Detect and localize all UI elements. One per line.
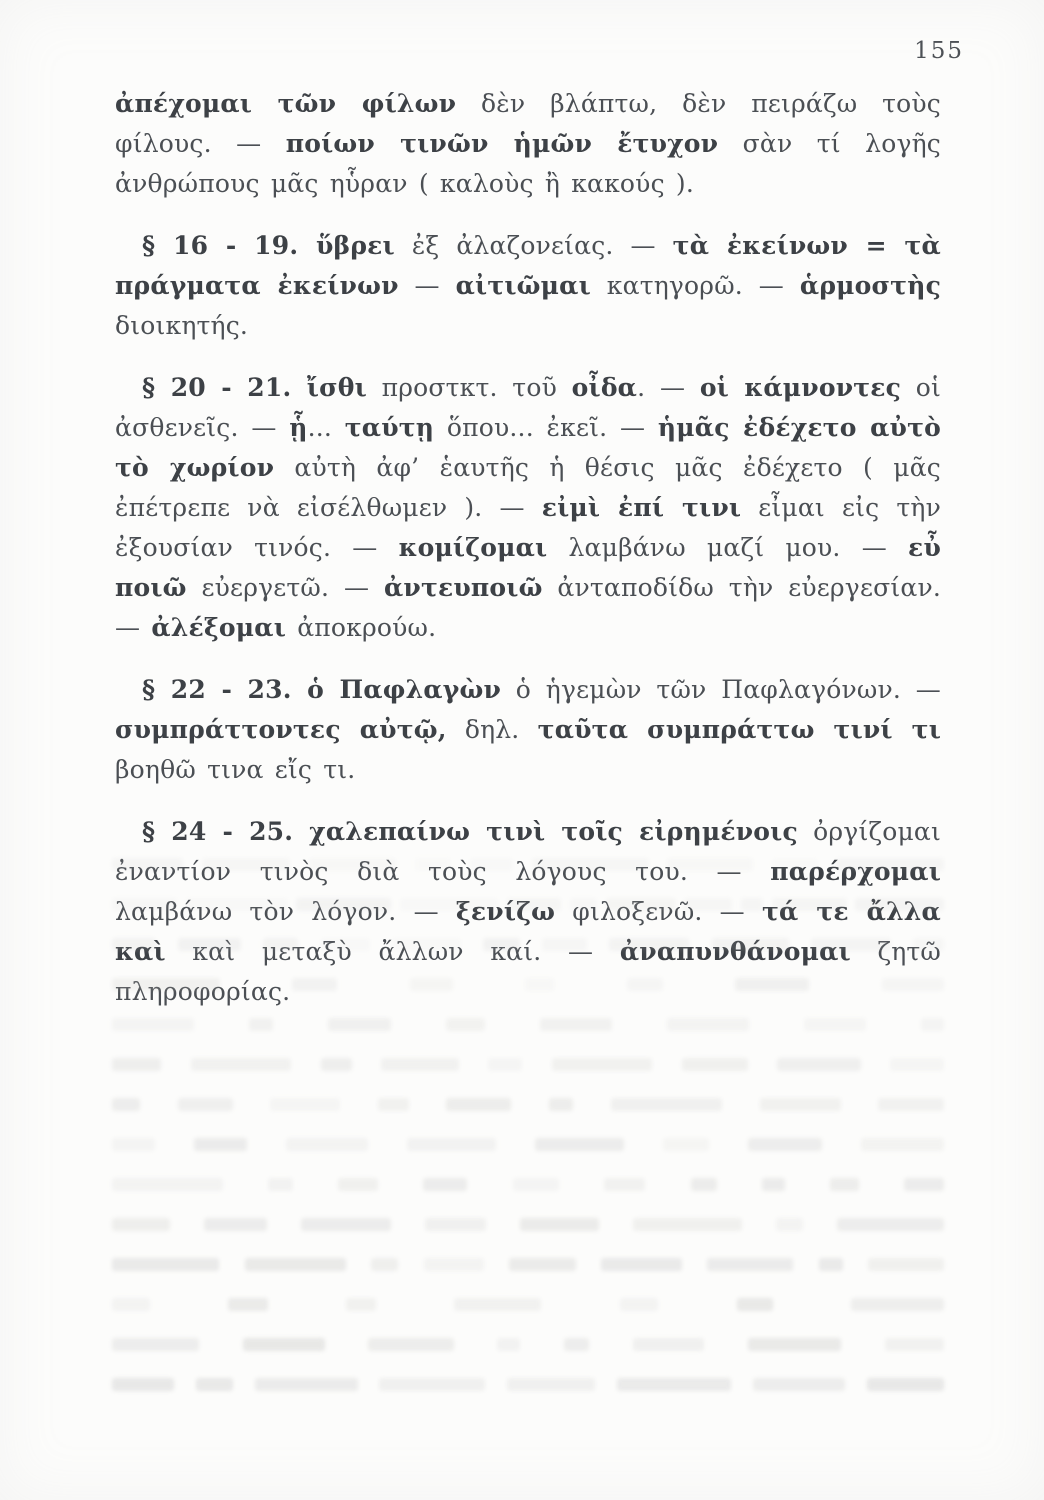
ghost-word — [890, 1058, 944, 1071]
gloss-text: ἀποκρούω. — [286, 613, 437, 642]
ghost-word — [830, 1178, 859, 1191]
gloss-text: διοικητής. — [115, 311, 249, 340]
ghost-word — [424, 1258, 484, 1271]
ghost-word — [885, 1338, 944, 1351]
ghost-word — [507, 1378, 595, 1391]
ghost-word — [112, 1178, 223, 1191]
ghost-line — [112, 1098, 944, 1113]
lemma-text: ἀπέχομαι τῶν φίλων — [115, 89, 457, 118]
ghost-word — [112, 1018, 194, 1031]
lemma-text: § 24 - 25. χαλεπαίνω τινὶ τοῖς εἰρημένοις — [142, 817, 798, 846]
gloss-text: δηλ. — [446, 715, 538, 744]
ghost-word — [611, 1098, 722, 1111]
text-content — [115, 84, 941, 1012]
ghost-word — [620, 1298, 659, 1311]
ghost-word — [682, 1058, 748, 1071]
gloss-text: . — — [637, 373, 700, 402]
lemma-text: αἰτιῶμαι — [455, 271, 591, 300]
ghost-word — [112, 1338, 199, 1351]
ghost-word — [878, 1098, 944, 1111]
ghost-word — [667, 1018, 749, 1031]
section-20-21 — [115, 368, 941, 648]
lemma-text: κομίζομαι — [398, 533, 548, 562]
gloss-text: ἀνταποδίδω τὴν εὐεργεσίαν. — — [115, 573, 941, 642]
lemma-text: οἱ κάμνοντες — [699, 373, 902, 402]
ghost-word — [270, 1098, 340, 1111]
lemma-text: τὰ ἐκείνων = τὰ πράγματα ἐκείνων — [115, 231, 942, 300]
ghost-line — [112, 1338, 944, 1353]
ghost-line — [112, 1178, 944, 1193]
ghost-word — [617, 1378, 731, 1391]
gloss-text: φιλοξενῶ. — — [555, 897, 762, 926]
ghost-line — [112, 1258, 944, 1273]
gloss-text: δὲν βλάπτω, δὲν πειράζω τοὺς φίλους. — — [115, 89, 941, 158]
lemma-text: εὖ ποιῶ — [115, 533, 941, 602]
ghost-word — [748, 1138, 822, 1151]
lemma-text: ταύτῃ — [344, 413, 435, 442]
ghost-word — [112, 1138, 155, 1151]
ghost-word — [861, 1138, 944, 1151]
ghost-word — [633, 1218, 742, 1231]
lemma-text: ξενίζω — [455, 897, 556, 926]
ghost-word — [663, 1138, 709, 1151]
ghost-word — [904, 1178, 944, 1191]
ghost-word — [245, 1258, 346, 1271]
ghost-word — [112, 1258, 219, 1271]
ghost-word — [520, 1218, 599, 1231]
ghost-word — [228, 1298, 268, 1311]
ghost-word — [286, 1138, 368, 1151]
ghost-word — [819, 1258, 843, 1271]
gloss-text: ἐξ ἀλαζονείας. — — [394, 231, 673, 260]
ghost-line — [112, 1298, 944, 1313]
ghost-word — [423, 1178, 468, 1191]
lemma-text: ἀλέξομαι — [151, 613, 287, 642]
section-22-23 — [115, 670, 941, 790]
lemma-text: οἶδα — [571, 373, 638, 402]
lemma-text: § 16 - 19. ὕβρει — [142, 231, 395, 260]
ghost-line — [112, 1378, 944, 1393]
ghost-word — [633, 1338, 704, 1351]
ghost-word — [112, 1098, 140, 1111]
lemma-text: § 22 - 23. ὁ Παφλαγὼν — [142, 675, 502, 704]
lemma-text: § 20 - 21. ἴσθι — [142, 373, 367, 402]
gloss-text: εἶμαι εἰς τὴν ἐξουσίαν τινός. — — [115, 493, 941, 562]
ghost-word — [204, 1218, 267, 1231]
ghost-word — [378, 1098, 409, 1111]
ghost-word — [707, 1258, 793, 1271]
ghost-word — [921, 1018, 944, 1031]
gloss-text: αὐτὴ ἀφ’ ἑαυτῆς ἡ θέσις μᾶς ἐδέχετο ( μᾶς ἐπέτρεπε νὰ εἰσέλθωμεν ). — — [115, 453, 941, 522]
paragraph-continuation — [115, 84, 941, 204]
ghost-word — [748, 1338, 841, 1351]
ghost-word — [446, 1098, 511, 1111]
lemma-text: ταῦτα συμπράττω τινί τι — [537, 715, 941, 744]
gloss-text: εὐεργετῶ. — — [186, 573, 384, 602]
ghost-word — [446, 1018, 484, 1031]
ghost-word — [321, 1058, 352, 1071]
gloss-text: ζητῶ πληροφορίας. — [115, 937, 941, 1006]
ghost-word — [112, 1218, 170, 1231]
ghost-word — [691, 1178, 717, 1191]
ghost-word — [196, 1378, 233, 1391]
gloss-text: λαμβάνω μαζί μου. — — [547, 533, 909, 562]
page-number: 155 — [914, 38, 964, 64]
ghost-word — [379, 1378, 485, 1391]
ghost-word — [509, 1258, 576, 1271]
ghost-word — [191, 1058, 291, 1071]
lemma-text: παρέρχομαι — [770, 857, 941, 886]
lemma-text: ἁρμοστὴς — [799, 271, 941, 300]
ghost-word — [425, 1218, 486, 1231]
ghost-word — [346, 1298, 375, 1311]
ghost-word — [564, 1338, 589, 1351]
ghost-line — [112, 1058, 944, 1073]
ghost-word — [407, 1138, 496, 1151]
ghost-word — [243, 1338, 324, 1351]
gloss-text: βοηθῶ τινα εἴς τι. — [115, 755, 356, 784]
ghost-word — [381, 1058, 459, 1071]
ghost-word — [540, 1018, 612, 1031]
ghost-word — [867, 1378, 944, 1391]
lemma-text: ᾗ — [289, 413, 308, 442]
lemma-text: τά τε ἄλλα καὶ — [115, 897, 941, 966]
ghost-word — [762, 1178, 785, 1191]
ghost-word — [112, 1058, 161, 1071]
ghost-word — [552, 1058, 653, 1071]
gloss-text: ὅπου... ἐκεῖ. — — [434, 413, 658, 442]
ghost-word — [760, 1098, 841, 1111]
gloss-text: ... — [307, 413, 345, 442]
gloss-text: οἱ ἀσθενεῖς. — — [115, 373, 942, 442]
ghost-word — [268, 1178, 293, 1191]
lemma-text: συμπράττοντες αὐτῷ, — [115, 715, 447, 744]
gloss-text: ὁ ἡγεμὼν τῶν Παφλαγόνων. — — [501, 675, 941, 704]
ghost-word — [454, 1298, 541, 1311]
ghost-word — [604, 1178, 645, 1191]
ghost-word — [535, 1138, 624, 1151]
section-24-25 — [115, 812, 941, 1012]
ghost-word — [328, 1018, 391, 1031]
ghost-line — [112, 1218, 944, 1233]
ghost-word — [837, 1218, 944, 1231]
ghost-word — [255, 1378, 358, 1391]
gloss-text: σὰν τί λογῆς ἀνθρώπους μᾶς ηὗραν ( καλοὺς ἢ κακούς ). — [115, 129, 941, 198]
gloss-text: προστκτ. τοῦ — [366, 373, 572, 402]
ghost-word — [601, 1258, 681, 1271]
ghost-word — [488, 1058, 522, 1071]
ghost-word — [851, 1298, 944, 1311]
ghost-word — [753, 1378, 846, 1391]
ghost-line — [112, 1138, 944, 1153]
ghost-word — [112, 1378, 174, 1391]
ghost-word — [776, 1218, 803, 1231]
lemma-text: ἀναπυνθάνομαι — [619, 937, 851, 966]
ghost-word — [804, 1018, 866, 1031]
ghost-word — [549, 1098, 574, 1111]
ghost-line — [112, 1018, 944, 1033]
gloss-text: ὀργίζομαι ἐναντίον τινὸς διὰ τοὺς λόγους του. — — [115, 817, 941, 886]
gloss-text: καὶ μεταξὺ ἄλλων καί. — — [165, 937, 620, 966]
ghost-word — [368, 1338, 453, 1351]
ghost-word — [249, 1018, 273, 1031]
ghost-word — [112, 1298, 150, 1311]
ghost-word — [513, 1178, 560, 1191]
ghost-word — [301, 1218, 392, 1231]
lemma-text: ἡμᾶς ἐδέχετο αὐτὸ τὸ χωρίον — [115, 413, 941, 482]
gloss-text: — — [398, 271, 456, 300]
section-16-19 — [115, 226, 941, 346]
lemma-text: ποίων τινῶν ἡμῶν ἔτυχον — [285, 129, 719, 158]
ghost-word — [194, 1138, 248, 1151]
gloss-text: λαμβάνω τὸν λόγον. — — [115, 897, 456, 926]
ghost-word — [338, 1178, 377, 1191]
ghost-word — [497, 1338, 519, 1351]
ghost-word — [178, 1098, 233, 1111]
ghost-word — [737, 1298, 773, 1311]
gloss-text: κατηγορῶ. — — [590, 271, 800, 300]
ghost-word — [777, 1058, 860, 1071]
lemma-text: ἀντευποιῶ — [383, 573, 543, 602]
lemma-text: εἰμὶ ἐπί τινι — [541, 493, 742, 522]
ghost-word — [371, 1258, 398, 1271]
ghost-word — [868, 1258, 944, 1271]
